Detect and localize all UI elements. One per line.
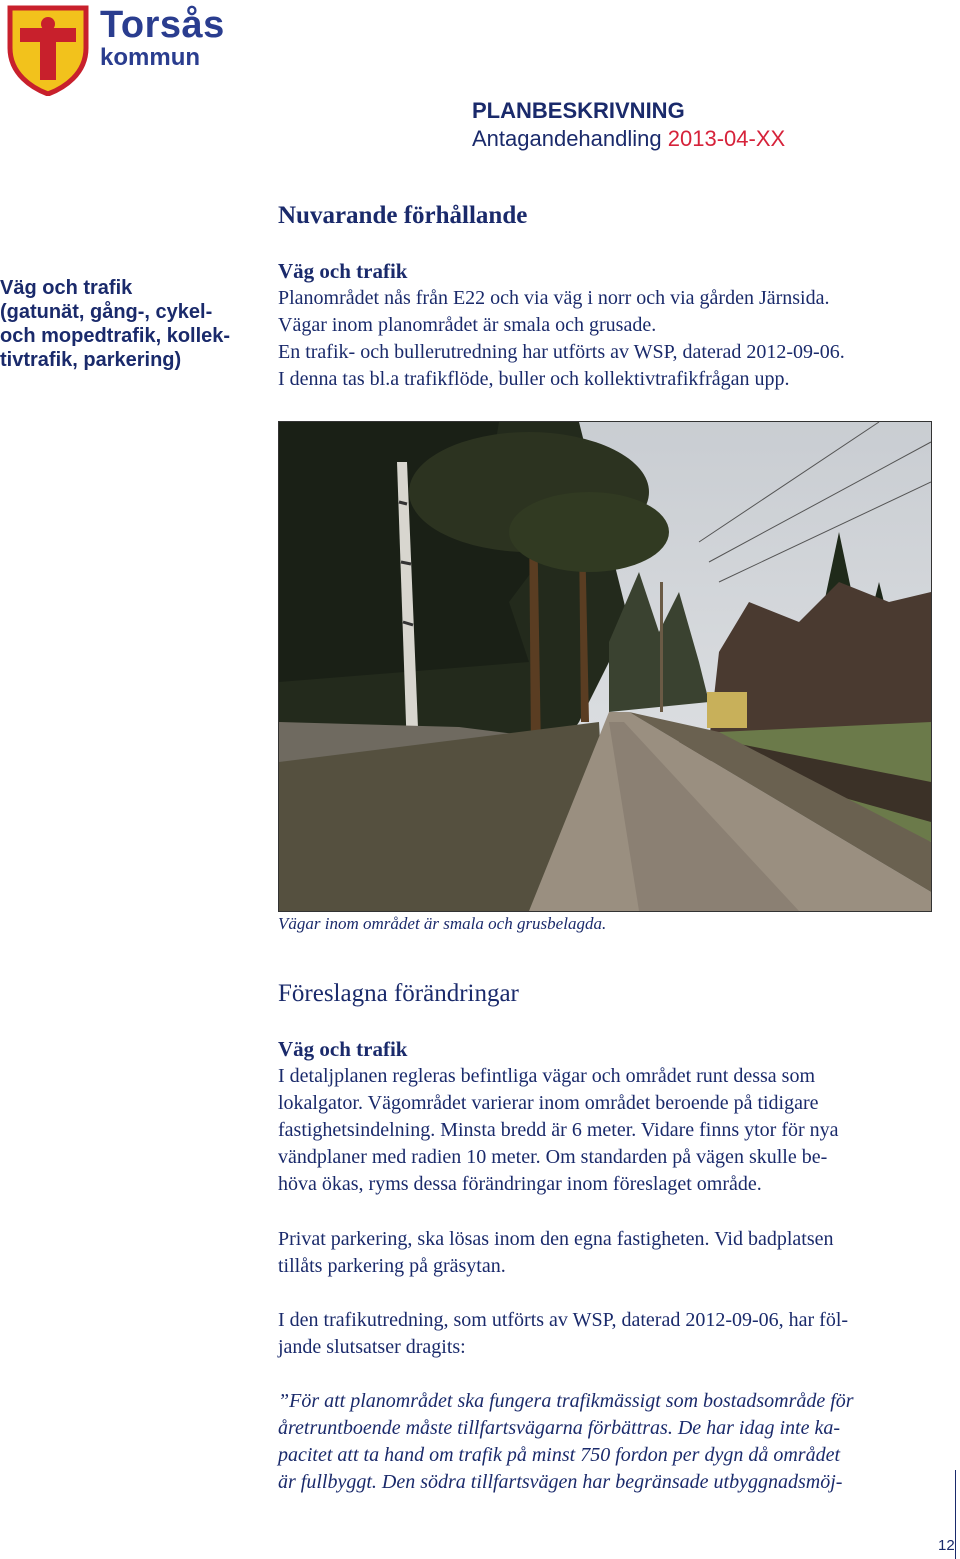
document-status [472, 126, 785, 152]
text-line: Vägar inom planområdet är smala och grusade. [278, 314, 657, 336]
municipality-logo [6, 4, 225, 96]
section-heading-current: Nuvarande förhållande [278, 202, 528, 229]
logo-subname: kommun [100, 44, 201, 71]
traffic-study-text-block [278, 1307, 948, 1361]
text-line: I denna tas bl.a trafikflöde, buller och kollektivtrafikfrågan upp. [278, 368, 790, 390]
quote-line: är fullbyggt. Den södra tillfartsvägen har begränsade utbyggnadsmöj- [278, 1471, 843, 1493]
quote-line: pacitet att ta hand om trafik på minst 750 fordon per dygn då området [278, 1444, 841, 1466]
coat-of-arms-icon [6, 4, 90, 96]
photo-caption: Vägar inom området är smala och grusbelagda. [278, 914, 607, 933]
sidebar-heading-line: Väg och trafik [0, 277, 133, 299]
text-line: tillåts parkering på gräsytan. [278, 1255, 506, 1277]
quote-block [278, 1388, 958, 1496]
logo-name: Torsås [100, 4, 225, 46]
status-label: Antagandehandling [472, 126, 662, 151]
sidebar-heading-line: (gatunät, gång-, cykel- [0, 301, 213, 323]
proposed-text-block [278, 1036, 948, 1198]
sidebar-heading-line: tivtrafik, parkering) [0, 349, 182, 371]
text-line: I den trafikutredning, som utförts av WSP, daterad 2012-09-06, har föl- [278, 1309, 849, 1331]
text-line: vändplaner med radien 10 meter. Om standarden på vägen skulle be- [278, 1146, 828, 1168]
text-line: I detaljplanen regleras befintliga vägar och området runt dessa som [278, 1065, 816, 1087]
quote-line: åretruntboende måste tillfartsvägarna förbättras. De har idag inte ka- [278, 1417, 841, 1439]
current-subheading: Väg och trafik [278, 259, 408, 283]
section-heading-proposed: Föreslagna förändringar [278, 980, 519, 1007]
parking-text-block [278, 1226, 948, 1280]
proposed-subheading: Väg och trafik [278, 1037, 408, 1061]
text-line: fastighetsindelning. Minsta bredd är 6 meter. Vidare finns ytor för nya [278, 1119, 839, 1141]
page-number: 12 [938, 1537, 955, 1554]
text-line: höva ökas, ryms dessa förändringar inom föreslaget område. [278, 1173, 762, 1195]
sidebar-heading [0, 276, 250, 372]
text-line: Planområdet nås från E22 och via väg i norr och via gården Järnsida. [278, 287, 830, 309]
quote-line: ”För att planområdet ska fungera trafikmässigt som bostadsområde för [278, 1390, 854, 1412]
page-edge-line [955, 1470, 956, 1559]
text-line: lokalgator. Vägområdet varierar inom området beroende på tidigare [278, 1092, 819, 1114]
photo-illustration [279, 422, 931, 911]
sidebar-heading-line: och mopedtrafik, kollek- [0, 325, 231, 347]
road-photo [278, 421, 932, 912]
text-line: Privat parkering, ska lösas inom den egna fastigheten. Vid badplatsen [278, 1228, 834, 1250]
text-line: En trafik- och bullerutredning har utförts av WSP, daterad 2012-09-06. [278, 341, 845, 363]
text-line: jande slutsatser dragits: [278, 1336, 466, 1358]
document-type: PLANBESKRIVNING [472, 98, 685, 123]
status-date: 2013-04-XX [667, 126, 786, 151]
current-text-block [278, 258, 948, 393]
